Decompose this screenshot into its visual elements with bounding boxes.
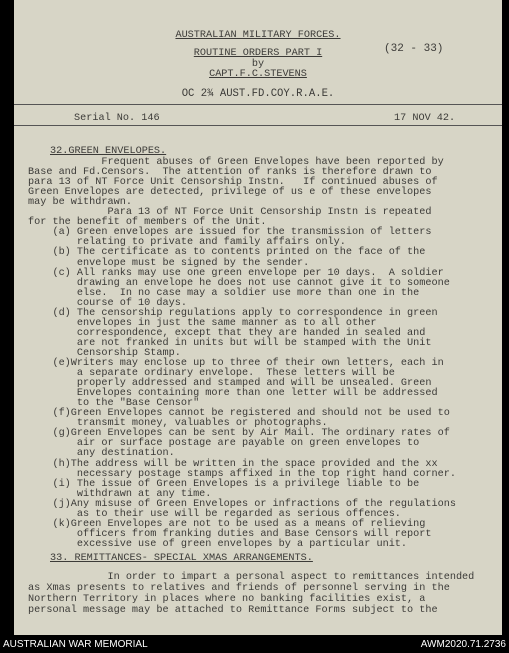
unit-line: OC 2¾ AUST.FD.COY.R.A.E. — [181, 88, 335, 100]
text-line: officers from franking duties and Base Censors will report — [28, 528, 432, 540]
order-range: (32 - 33) — [384, 43, 444, 55]
text-line: (b) The certificate as to contents printed on the face of the — [28, 247, 426, 259]
text-line: air or surface postage are payable on green envelopes to — [28, 438, 420, 450]
text-line: any destination. — [28, 448, 175, 460]
officer-name: CAPT.F.C.STEVENS — [209, 69, 307, 80]
text-line: correspondence, except that they are handed in sealed and — [28, 327, 426, 339]
text-line: (k)Green Envelopes are not to be used as a means of relieving — [28, 518, 426, 530]
document-page — [14, 0, 502, 635]
text-line: as to their use will be regarded as serious offences. — [28, 508, 401, 520]
text-line: drawing an envelope he does not use cannot give it to someone — [28, 277, 450, 289]
text-line: (h)The address will be written in the space provided and the xx — [28, 458, 438, 470]
text-line: Envelopes containing more than one letter will be addressed — [28, 388, 438, 400]
text-line: envelopes in just the same manner as to all other — [28, 317, 377, 329]
text-line: properly addressed and stamped and will be unsealed. Green — [28, 378, 432, 390]
text-line: withdrawn at any time. — [28, 488, 212, 500]
text-line: Censorship Stamp. — [28, 347, 181, 359]
text-line: (g)Green Envelopes can be sent by Air Mail. The ordinary rates of — [28, 428, 450, 440]
text-line: as Xmas presents to relatives and friends of personnel serving in the — [28, 583, 450, 595]
text-line: relating to private and family affairs only. — [28, 237, 346, 249]
text-line: (e)Writers may enclose up to three of their own letters, each in — [28, 358, 444, 369]
header-rule — [14, 104, 502, 105]
text-line: (f)Green Envelopes cannot be registered and should not be used to — [28, 408, 450, 420]
text-line: course of 10 days. — [28, 297, 187, 309]
text-line: necessary postage stamps affixed in the top right hand corner. — [28, 468, 456, 480]
text-line: (i) The issue of Green Envelopes is a privilege liable to be — [28, 478, 420, 490]
footer-source: AUSTRALIAN WAR MEMORIAL — [3, 639, 148, 650]
text-line: In order to impart a personal aspect to remittances intended — [28, 572, 475, 583]
by-line: by — [251, 59, 265, 70]
text-line: (d) The censorship regulations apply to correspondence in green — [28, 307, 438, 319]
text-line: Base and Fd.Censors. The attention of ranks is therefore drawn to — [28, 167, 432, 179]
text-line: may be withdrawn. — [28, 197, 132, 209]
order-date: 17 NOV 42. — [394, 113, 456, 124]
text-line: for the benefit of members of the Unit. — [28, 217, 267, 229]
text-line: para 13 of NT Force Unit Censorship Instn. If continued abuses of — [28, 177, 438, 189]
text-line: excessive use of green envelopes by a particular unit. — [28, 538, 408, 550]
text-line: (j)Any misuse of Green Envelopes or infractions of the regulations — [28, 498, 456, 510]
text-line: else. In no case may a soldier use more than one in the — [28, 287, 420, 299]
text-line: envelope must be signed by the sender. — [28, 257, 310, 269]
org-heading: AUSTRALIAN MILITARY FORCES. — [175, 30, 341, 41]
text-line: Green Envelopes are detected, privilege of us e of these envelopes — [28, 187, 432, 199]
routine-orders-title: ROUTINE ORDERS PART I — [193, 48, 323, 59]
text-line: (c) All ranks may use one green envelope per 10 days. A soldier — [28, 267, 444, 279]
serial-number: Serial No. 146 — [74, 113, 160, 124]
text-line: are not franked in units but will be stamped with the Unit — [28, 337, 432, 349]
serial-rule — [14, 125, 502, 126]
text-line: a separate ordinary envelope. These letters will be — [28, 368, 395, 380]
section-33-heading: 33. REMITTANCES- SPECIAL XMAS ARRANGEMENTS. — [50, 553, 313, 564]
text-line: transmit money, valuables or photographs. — [28, 418, 328, 430]
text-line: Para 13 of NT Force Unit Censorship Instn is repeated — [28, 207, 432, 219]
section-32-heading: 32.GREEN ENVELOPES. — [50, 146, 167, 157]
text-line: Frequent abuses of Green Envelopes have been reported by — [28, 157, 444, 168]
text-line: personal message may be attached to Remittance Forms subject to the — [28, 605, 438, 617]
text-line: to the "Base Censor" — [28, 398, 200, 410]
text-line: (a) Green envelopes are issued for the transmission of letters — [28, 227, 432, 239]
text-line: Northern Territory in places where no banking facilities exist, a — [28, 594, 426, 606]
footer-accession: AWM2020.71.2736 — [420, 639, 506, 650]
